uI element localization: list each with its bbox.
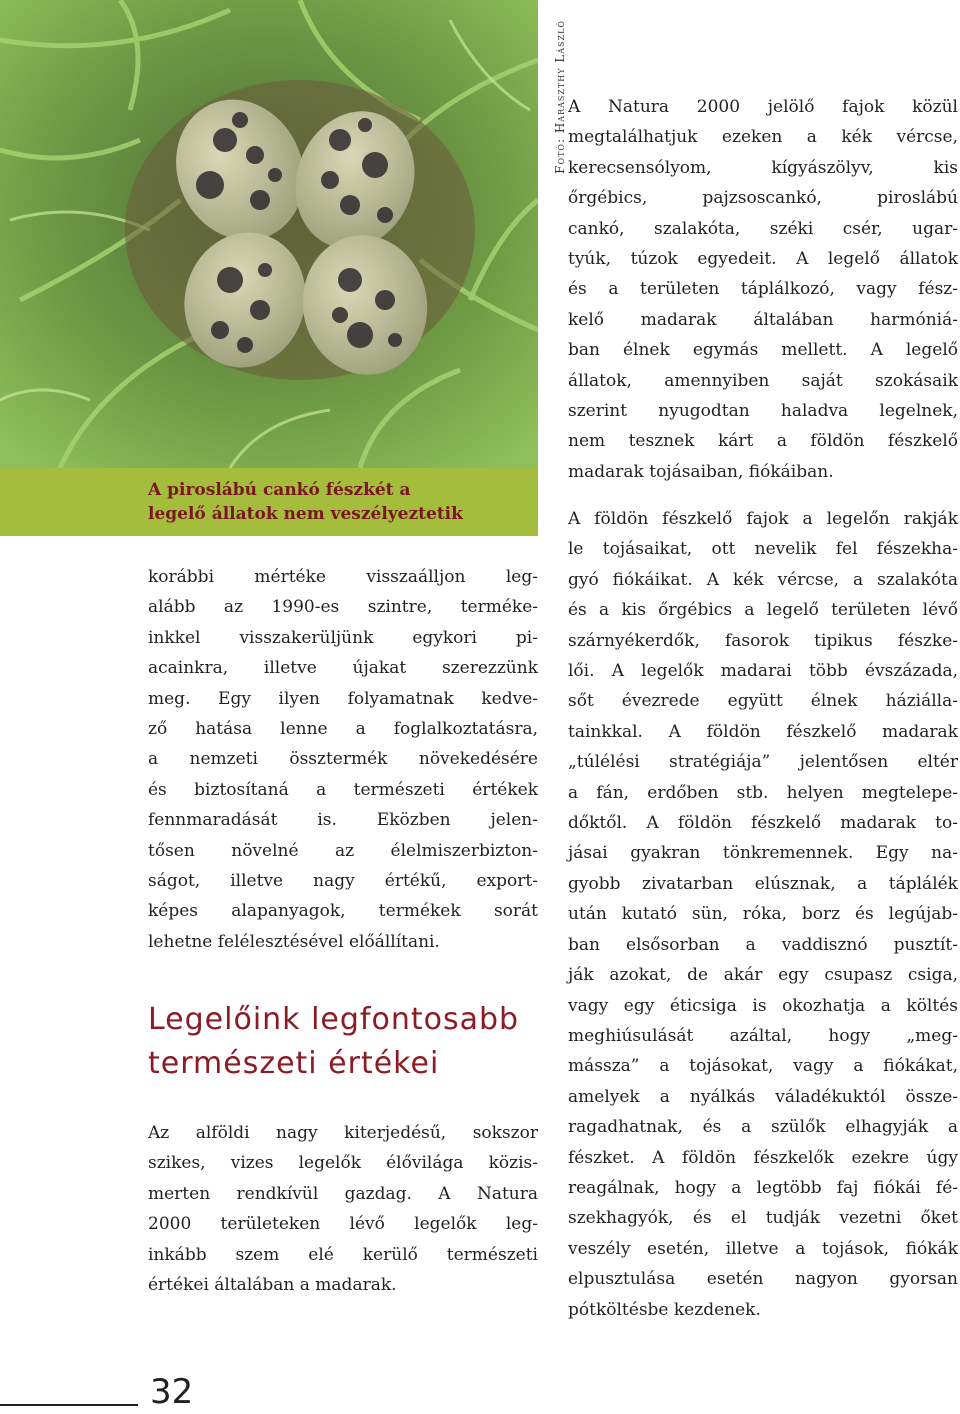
text-line: szerint nyugodtan haladva legelnek,: [568, 401, 958, 422]
text-line: A Natura 2000 jelölő fajok közül: [568, 97, 958, 117]
text-line: alább az 1990-es szintre, terméke-: [148, 597, 538, 618]
text-line: a fán, erdőben stb. helyen megtelepe-: [568, 782, 958, 803]
text-line: értékei általában a madarak.: [148, 1275, 397, 1296]
text-line: ző hatása lenne a foglalkoztatásra,: [148, 719, 538, 740]
right-paragraph-2: [568, 504, 958, 1325]
page-number-rule: [0, 1404, 138, 1406]
text-line: állatok, amennyiben saját szokásaik: [568, 370, 958, 391]
text-line: képes alapanyagok, termékek sorát: [148, 901, 538, 922]
page-number: 32: [150, 1372, 194, 1412]
section-heading: [148, 998, 548, 1086]
text-line: a nemzeti össztermék növekedésére: [148, 749, 538, 770]
text-line: A földön fészkelő fajok a legelőn rakják: [568, 509, 958, 529]
text-line: és a kis őrgébics a legelő területen lévő: [568, 600, 958, 621]
credit-prefix: Fotó:: [553, 137, 567, 174]
text-line: és biztosítaná a természeti értékek: [148, 779, 538, 800]
left-paragraph-1: [148, 562, 538, 957]
text-line: veszély esetén, illetve a tojások, fiókák: [568, 1238, 958, 1259]
text-line: ragadhatnak, és a szülők elhagyják a: [568, 1117, 958, 1138]
text-line: gyobb zivatarban elúsznak, a táplálék: [568, 873, 958, 894]
text-line: „túlélési stratégiája” jelentősen eltér: [568, 752, 958, 773]
heading-line: Legelőink legfontosabb: [148, 1002, 520, 1037]
text-line: fészket. A földön fészkelők ezekre úgy: [568, 1147, 958, 1168]
text-line: nem tesznek kárt a földön fészkelő: [568, 431, 958, 452]
text-line: inkkel visszakerüljünk egykori pi-: [148, 627, 538, 648]
text-line: gyó fiókáikat. A kék vércse, a szalakóta: [568, 569, 958, 590]
text-line: ban élnek egymás mellett. A legelő: [568, 340, 958, 361]
caption-line: A piroslábú cankó fészkét a: [148, 480, 411, 500]
caption-line: legelő állatok nem veszélyeztetik: [148, 504, 463, 524]
text-line: madarak tojásaiban, fiókáiban.: [568, 461, 834, 482]
text-line: acainkra, illetve újakat szerezzünk: [148, 658, 538, 679]
text-line: cankó, szalakóta, széki csér, ugar-: [568, 218, 958, 239]
text-line: le tojásaikat, ott nevelik fel fészekha-: [568, 539, 958, 560]
text-line: ják azokat, de akár egy csupasz csiga,: [568, 965, 958, 986]
text-line: kerecsensólyom, kígyászölyv, kis: [568, 157, 958, 178]
credit-name: Haraszthy László: [553, 20, 567, 134]
text-line: ban elsősorban a vaddisznó pusztít-: [568, 934, 958, 955]
text-line: lői. A legelők madarai több évszázada,: [568, 661, 958, 682]
photo-credit: [553, 20, 567, 350]
text-line: szikes, vizes legelők élővilága közis-: [148, 1153, 538, 1174]
text-line: merten rendkívül gazdag. A Natura: [148, 1183, 538, 1204]
right-paragraph-1: [568, 92, 958, 487]
text-line: vagy egy éticsiga is okozhatja a költés: [568, 995, 958, 1016]
text-line: tainkkal. A földön fészkelő madarak: [568, 721, 958, 742]
text-line: korábbi mértéke visszaálljon leg-: [148, 567, 538, 587]
text-line: amelyek a nyálkás váladékuktól össze-: [568, 1086, 958, 1107]
text-line: sőt évezrede együtt élnek háziálla-: [568, 691, 958, 712]
text-line: 2000 területeken lévő legelők leg-: [148, 1214, 538, 1235]
nest-photo-illustration: [0, 0, 538, 468]
photo-caption: [148, 478, 528, 526]
text-line: megtalálhatjuk ezeken a kék vércse,: [568, 127, 958, 148]
left-paragraph-2: [148, 1118, 538, 1300]
text-line: elpusztulása esetén nagyon gyorsan: [568, 1269, 958, 1290]
text-line: meghiúsulását azáltal, hogy „meg-: [568, 1025, 958, 1046]
text-line: inkább szem elé kerülő természeti: [148, 1244, 538, 1265]
text-line: tyúk, túzok egyedeit. A legelő állatok: [568, 249, 958, 270]
text-line: és a területen táplálkozó, vagy fész-: [568, 279, 958, 300]
heading-line: természeti értékei: [148, 1046, 440, 1081]
text-line: tősen növelné az élelmiszerbizton-: [148, 840, 538, 861]
text-line: dőktől. A földön fészkelő madarak to-: [568, 813, 958, 834]
text-line: kelő madarak általában harmóniá-: [568, 309, 958, 330]
text-line: lehetne felélesztésével előállítani.: [148, 931, 440, 952]
text-line: ságot, illetve nagy értékű, export-: [148, 871, 538, 892]
text-line: szekhagyók, és el tudják vezetni őket: [568, 1208, 958, 1229]
text-line: jásai gyakran tönkremennek. Egy na-: [568, 843, 958, 864]
text-line: után kutató sün, róka, borz és legújab-: [568, 904, 958, 925]
text-line: meg. Egy ilyen folyamatnak kedve-: [148, 688, 538, 709]
text-line: szárnyékerdők, fasorok tipikus fészke-: [568, 630, 958, 651]
text-line: reagálnak, hogy a legtöbb faj fiókái fé-: [568, 1177, 958, 1198]
nest-photo: [0, 0, 538, 468]
text-line: Az alföldi nagy kiterjedésű, sokszor: [148, 1123, 538, 1143]
text-line: pótköltésbe kezdenek.: [568, 1299, 761, 1320]
text-line: mássza” a tojásokat, vagy a fiókákat,: [568, 1056, 958, 1077]
text-line: őrgébics, pajzsoscankó, piroslábú: [568, 188, 958, 209]
text-line: fennmaradását is. Eközben jelen-: [148, 810, 538, 831]
